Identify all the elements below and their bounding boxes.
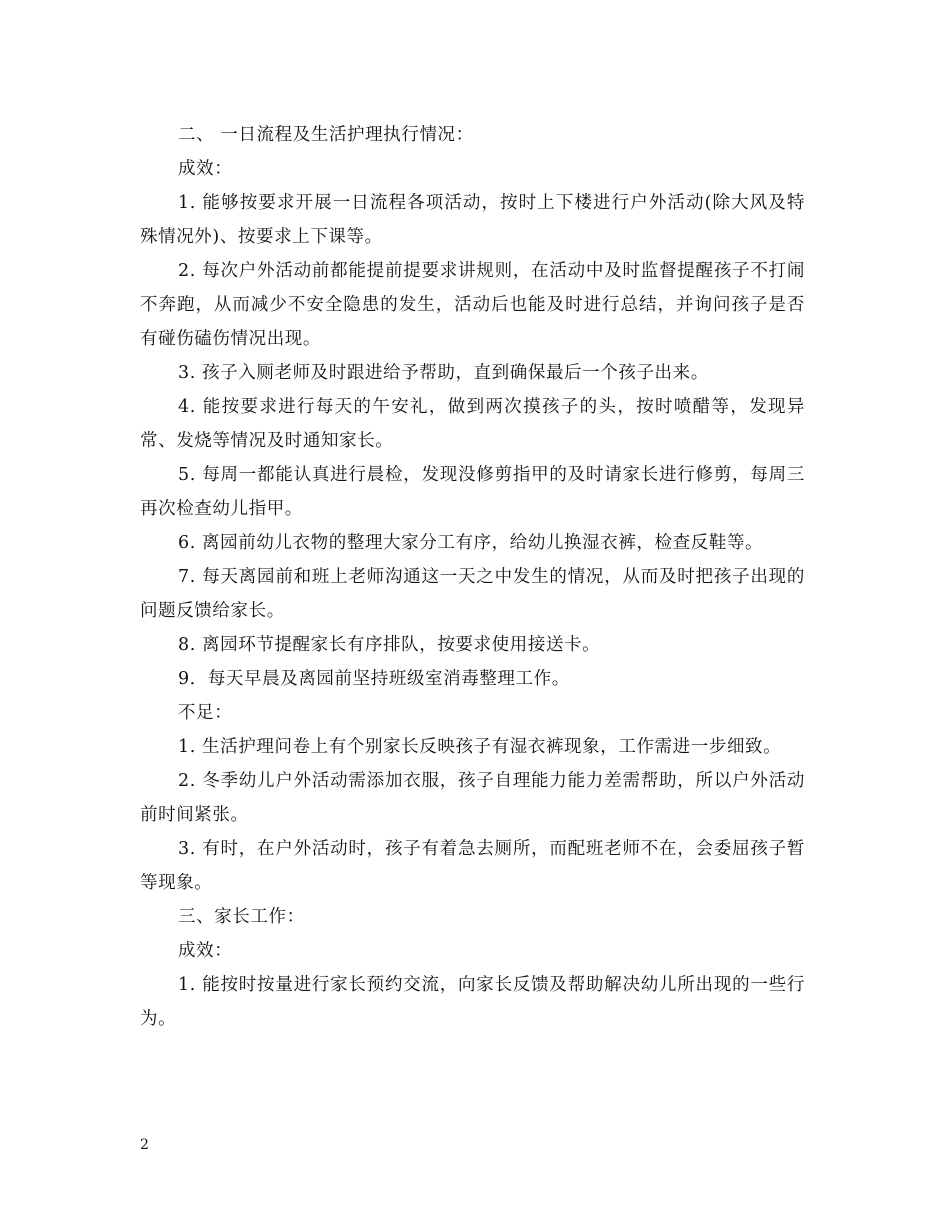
paragraph-item: 4. 能按要求进行每天的午安礼，做到两次摸孩子的头，按时喷醋等，发现异常、发烧等情况及时通知家长。 [140,397,805,451]
paragraph-item: 1. 能按时按量进行家长预约交流，向家长反馈及帮助解决幼儿所出现的一些行为。 [140,975,805,1029]
page-number: 2 [140,1137,149,1153]
section-heading-routine: 二、 一日流程及生活护理执行情况： [178,125,474,145]
subheading-achievements: 成效： [178,159,233,179]
paragraph-item: 2. 冬季幼儿户外活动需添加衣服，孩子自理能力能力差需帮助，所以户外活动前时间紧张。 [140,771,805,825]
paragraph-item: 9．每天早晨及离园前坚持班级室消毒整理工作。 [178,669,570,689]
paragraph-item: 8. 离园环节提醒家长有序排队，按要求使用接送卡。 [178,635,601,655]
paragraph-item: 6. 离园前幼儿衣物的整理大家分工有序，给幼儿换湿衣裤，检查反鞋等。 [178,533,764,553]
subheading-shortcomings: 不足： [178,703,233,723]
paragraph-item: 2. 每次户外活动前都能提前提要求讲规则，在活动中及时监督提醒孩子不打闹不奔跑，从而减少不安全隐患的发生，活动后也能及时进行总结，并询问孩子是否有碰伤磕伤情况出现。 [140,261,805,349]
paragraph-item: 5. 每周一都能认真进行晨检，发现没修剪指甲的及时请家长进行修剪，每周三再次检查幼儿指甲。 [140,465,805,519]
paragraph-item: 3. 有时，在户外活动时，孩子有着急去厕所，而配班老师不在，会委屈孩子暂等现象。 [140,839,805,893]
document-body [140,118,805,1036]
paragraph-item: 1. 生活护理问卷上有个别家长反映孩子有湿衣裤现象，工作需进一步细致。 [178,737,782,757]
paragraph-item: 3. 孩子入厕老师及时跟进给予帮助，直到确保最后一个孩子出来。 [178,363,709,383]
section-heading-parent-work: 三、家长工作： [178,907,305,927]
paragraph-item: 1. 能够按要求开展一日流程各项活动，按时上下楼进行户外活动(除大风及特殊情况外)、按要求上下课等。 [140,193,805,247]
paragraph-item: 7. 每天离园前和班上老师沟通这一天之中发生的情况，从而及时把孩子出现的问题反馈给家长。 [140,567,805,621]
subheading-achievements: 成效： [178,941,233,961]
